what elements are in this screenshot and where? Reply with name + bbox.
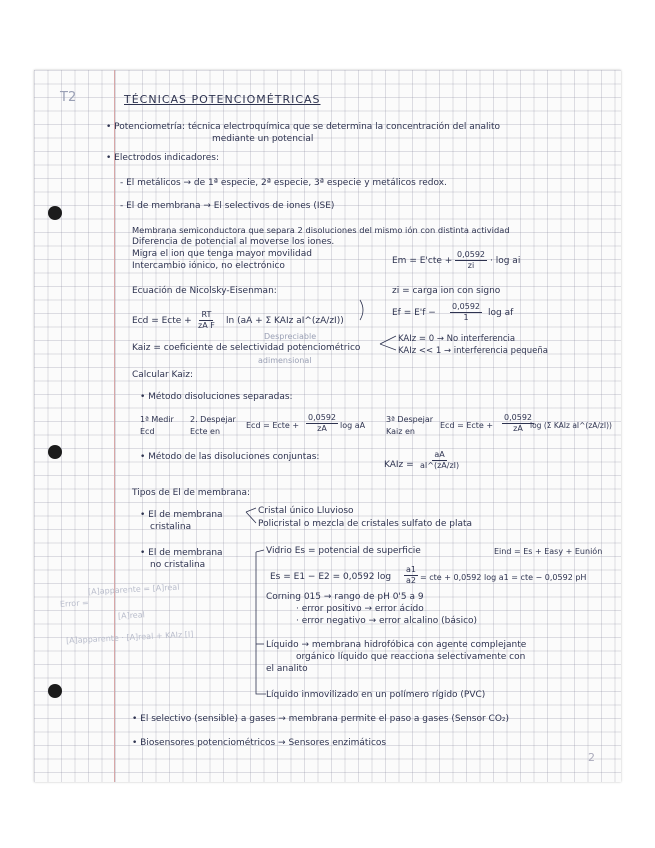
note-line: • Biosensores potenciométricos → Sensores enzimáticos (132, 738, 387, 748)
formula-es: Es = E1 − E2 = 0,0592 log (270, 572, 392, 582)
note-line: Corning 015 → rango de pH 0'5 a 9 (266, 592, 424, 602)
formula-conj: KAIz = (384, 460, 414, 470)
binder-hole (48, 206, 62, 220)
note-line: Migra el ion que tenga mayor movilidad (132, 249, 312, 259)
fraction: $\frac{0,0592}{1}$ (452, 302, 480, 322)
formula-ef-tail: log af (488, 308, 514, 318)
formula-ecd: Ecd = Ecte + (132, 316, 192, 326)
step-label: 1ª Medir (140, 415, 174, 424)
formula-em-tail: · log ai (490, 256, 521, 266)
page-header: T2 (60, 90, 77, 105)
note-line: · error negativo → error alcalino (básico) (296, 616, 478, 626)
note-line: adimensional (258, 356, 312, 365)
note-line: · error positivo → error ácido (296, 604, 424, 614)
page-margin-line (114, 70, 115, 782)
note-line: Líquido → membrana hidrofóbica con agente complejante (266, 640, 527, 650)
pencil-note: [A]apparente = [A]real (87, 582, 180, 597)
note-line: Diferencia de potencial al moverse los iones. (132, 237, 335, 247)
note-line: cristalina (150, 522, 192, 532)
note-line: Intercambio iónico, no electrónico (132, 261, 285, 271)
note-line: - El de membrana → El selectivos de iones (ISE) (120, 201, 335, 211)
note-line: • El selectivo (sensible) a gases → membrana permite el paso a gases (Sensor CO₂) (132, 714, 510, 724)
k-case: KAIz = 0 → No interferencia (398, 334, 516, 344)
pencil-note: [A]real (117, 610, 146, 621)
note-line: Cristal único Lluvioso (258, 506, 354, 516)
step-label: Ecte en (190, 427, 221, 436)
fraction: $\frac{RT}{\text{zA F}}$ (198, 310, 215, 330)
formula-note: Despreciable (264, 332, 317, 341)
note-line: - El metálicos → de 1ª especie, 2ª especie, 3ª especie y metálicos redox. (120, 178, 447, 188)
formula-em: Em = E'cte + (392, 256, 453, 266)
note-line: no cristalina (150, 560, 206, 570)
note-line: Vidrio Es = potencial de superficie (266, 546, 421, 556)
formula-zi: zi = carga ion con signo (392, 286, 501, 296)
note-line: el analito (266, 664, 308, 674)
step-label: 3ª Despejar (386, 415, 434, 424)
note-line: mediante un potencial (212, 134, 314, 144)
note-line: Kaiz = coeficiente de selectividad potenciométrico (132, 343, 361, 353)
note-line: Líquido inmovilizado en un polímero rígido (PVC) (266, 690, 486, 700)
note-line: Membrana semiconductora que separa 2 disoluciones del mismo ión con distinta actividad (132, 225, 510, 235)
k-case: KAIz << 1 → interferencia pequeña (398, 346, 548, 356)
formula-sep1: Ecd = Ecte + (246, 421, 300, 430)
note-line: Calcular Kaiz: (132, 370, 194, 380)
formula-sep2: Ecd = Ecte + (440, 421, 494, 430)
step-label: 2. Despejar (190, 415, 236, 424)
formula-es-tail: = cte + 0,0592 log a1 = cte − 0,0592 pH (420, 573, 587, 582)
step-label: Kaiz en (386, 427, 415, 436)
formula-eind: Eind = Es + Easy + Eunión (494, 547, 603, 556)
binder-hole (48, 684, 62, 698)
formula-sep1-tail: log aA (340, 421, 366, 430)
formula-sep2-tail: log (Σ KAIz aI^(zA/zI)) (530, 421, 612, 430)
note-line: Policristal o mezcla de cristales sulfato de plata (258, 519, 473, 529)
note-line: • Electrodos indicadores: (106, 153, 220, 163)
note-line: • Método de las disoluciones conjuntas: (140, 452, 320, 462)
page-number: 2 (588, 751, 595, 764)
fraction: $\frac{0,0592}{zA}$ (308, 413, 336, 433)
note-line: • Potenciometría: técnica electroquímica que se determina la concentración del analito (106, 122, 501, 132)
formula-ef: Ef = E'f − (392, 308, 436, 318)
note-line: Ecuación de Nicolsky-Eisenman: (132, 286, 277, 296)
fraction: $\frac{0,0592}{zA}$ (504, 413, 532, 433)
fraction: $\frac{a1}{a2}$ (406, 565, 416, 585)
fraction: $\frac{aA}{aI\^{}(zA/zI)}$ (420, 450, 460, 470)
binder-hole (48, 445, 62, 459)
page-title: TÉCNICAS POTENCIOMÉTRICAS (124, 93, 321, 106)
pencil-note: [A]apparente · [A]real + KAIz [I] (65, 629, 194, 646)
note-line: Tipos de El de membrana: (132, 488, 251, 498)
fraction: $\frac{0,0592}{zi}$ (457, 250, 485, 270)
pencil-note: Error = (59, 598, 89, 609)
note-line: • El de membrana (140, 510, 223, 520)
note-line: • El de membrana (140, 548, 223, 558)
note-line: • Método disoluciones separadas: (140, 392, 293, 402)
step-label: Ecd (140, 427, 155, 436)
formula-ecd-tail: ln (aA + Σ KAIz aI^(zA/zI)) (226, 316, 344, 326)
note-line: orgánico líquido que reacciona selectivamente con (296, 652, 526, 662)
